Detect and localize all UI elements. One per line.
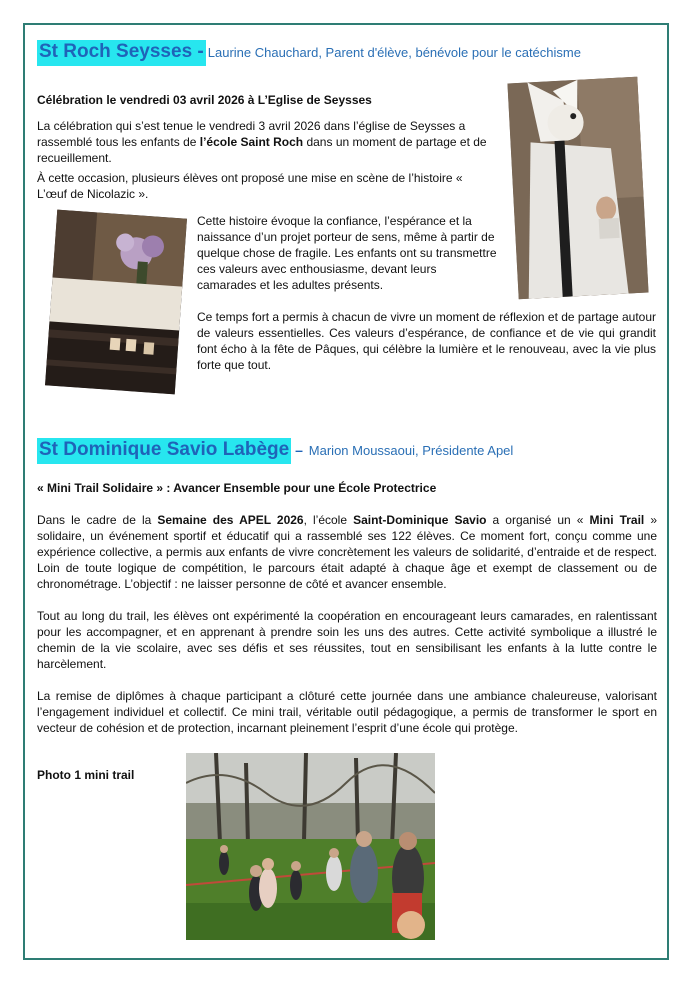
section-heading-st-dominique (37, 438, 513, 464)
church-altar-illustration (45, 210, 187, 395)
mini-trail-photo (186, 753, 435, 940)
mini-trail-illustration (186, 753, 435, 940)
text-run: La célébration qui s’est tenue le vendredi 3 avril 2026 dans l’église de Seysses a rassemblé tous les enfants de (37, 119, 466, 149)
section-title-st-roch: St Roch Seysses - (37, 40, 206, 66)
text-run: dans un moment de partage et de recueillement. (37, 135, 487, 165)
paragraph-histoire: Cette histoire évoque la confiance, l’espérance et la naissance d’un projet porteur de sens, même à partir de quelque chose de fragile. Les enfants ont su transmettre ces valeurs avec enthousiasme, devant leurs camarades et les adultes présents. (197, 214, 497, 292)
paragraph-semaine-apel (37, 512, 657, 592)
text-run: , l’école (303, 513, 354, 527)
text-run: a organisé un « (486, 513, 590, 527)
church-altar-photo (45, 210, 187, 395)
section-heading-st-roch (37, 40, 581, 66)
school-name-strong: Saint-Dominique Savio (353, 513, 487, 527)
author-byline-st-roch: Laurine Chauchard, Parent d'élève, bénévole pour le catéchisme (207, 45, 581, 60)
paragraph-mise-en-scene: À cette occasion, plusieurs élèves ont proposé une mise en scène de l’histoire « L’œuf de Nicolazic ». (37, 171, 463, 201)
event-name-strong: Semaine des APEL 2026 (157, 513, 304, 527)
paragraph-temps-fort: Ce temps fort a permis à chacun de vivre un moment de réflexion et de partage autour de valeurs essentielles. Ces valeurs d’espérance, de confiance et de vie qui grandit font écho à la fête de Pâques, qui célèbre la lumière et le renouveau, avec la vie plus forte que tout. (197, 310, 656, 372)
school-name-strong: l’école Saint Roch (199, 135, 304, 149)
text-run: » solidaire, un événement sportif et éducatif qui a rassemblé ses 122 élèves. Ce moment fort, conçu comme une expérience collective, a permis aux enfants de vivre concrètement les valeurs de solidarité, d’entraide et de respect. Loin de toute logique de compétition, le parcours était adapté à chaque âge et exempt de classement ou de chronométrage. L’objectif : ne laisser personne de côté et avancer ensemble. (37, 513, 657, 591)
photo-caption: Photo 1 mini trail (37, 768, 135, 782)
paragraph-cooperation: Tout au long du trail, les élèves ont expérimenté la coopération en encourageant leurs camarades, en ralentissant pour les accompagner, et en apprenant à prendre soin les uns des autres. Cette activité symbolique a illustré le chemin de la vie scolaire, avec ses défis et ses réussites, tout en sensibilisant les enfants à la lutte contre le harcèlement. (37, 609, 657, 671)
mini-trail-strong: Mini Trail (589, 513, 645, 527)
heading-dash: – (291, 442, 307, 458)
theatre-costume-photo (507, 77, 648, 300)
text-run: Dans le cadre de la (37, 513, 158, 527)
author-byline-st-dominique: Marion Moussaoui, Présidente Apel (308, 443, 514, 458)
paragraph-celebration (37, 118, 492, 166)
article-subtitle-celebration: Célébration le vendredi 03 avril 2026 à L’Eglise de Seysses (37, 93, 372, 107)
article-subtitle-mini-trail: « Mini Trail Solidaire » : Avancer Ensemble pour une École Protectrice (37, 481, 437, 495)
nicolazic-costume-illustration (507, 77, 648, 300)
paragraph-remise-diplomes: La remise de diplômes à chaque participant a clôturé cette journée dans une ambiance chaleureuse, valorisant l’engagement individuel et collectif. Ce mini trail, véritable outil pédagogique, a permis de transformer le sport en vecteur de cohésion et de protection, incarnant pleinement l’esprit d’une école qui protège. (37, 689, 657, 735)
section-title-st-dominique: St Dominique Savio Labège (37, 438, 291, 464)
